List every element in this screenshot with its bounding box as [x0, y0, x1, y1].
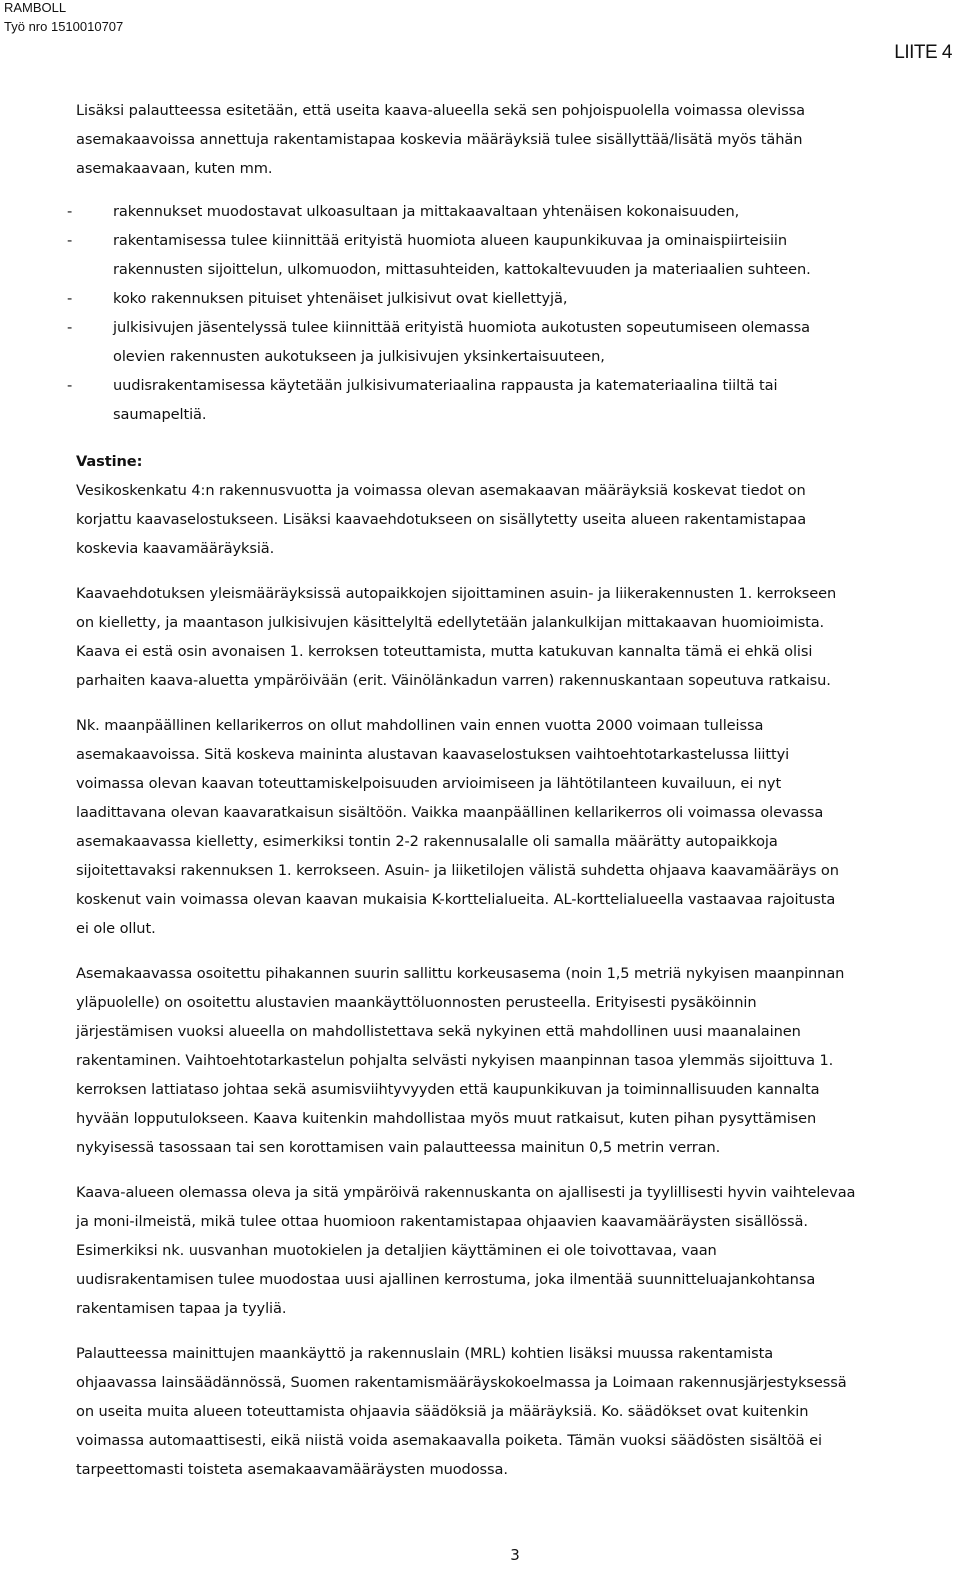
text-line: koko rakennuksen pituiset yhtenäiset julkisivut ovat kiellettyjä, — [113, 290, 568, 307]
work-number: Työ nro 1510010707 — [4, 19, 124, 34]
text-line: Vesikoskenkatu 4:n rakennusvuotta ja voimassa olevan asemakaavan määräyksiä koskevat tiedot on — [76, 482, 806, 499]
list-item — [67, 284, 956, 313]
text-line: Kaava ei estä osin avonaisen 1. kerroksen toteuttamista, mutta katukuvan kannalta tämä ei ehkä olisi — [76, 643, 813, 660]
text-line: Esimerkiksi nk. uusvanhan muotokielen ja detaljien käyttäminen ei ole toivottavaa, vaan — [76, 1242, 717, 1259]
text-line: laadittavana olevan kaavaratkaisun sisältöön. Vaikka maanpäällinen kellarikerros oli voimassa olevassa — [76, 804, 824, 821]
text-line: Palautteessa mainittujen maankäyttö ja rakennuslain (MRL) kohtien lisäksi muussa rakentamista — [76, 1345, 774, 1362]
text-line: korjattu kaavaselostukseen. Lisäksi kaavaehdotukseen on sisällytetty useita alueen rakentamistapaa — [76, 511, 807, 528]
text-line: asemakaavassa kielletty, esimerkiksi tontin 2-2 rakennusalalle oli samalla määrätty autopaikkoja — [76, 833, 778, 850]
text-line: saumapeltiä. — [113, 406, 207, 423]
text-line: koskenut vain voimassa olevan kaavan mukaisia K-korttelialueita. AL-korttelialueella vastaavaa rajoitusta — [76, 891, 836, 908]
text-line: rakentaminen. Vaihtoehtotarkastelun pohjalta selvästi nykyisen maanpinnan tasoa ylemmäs sijoittuva 1. — [76, 1052, 834, 1069]
dash-marker: - — [67, 319, 73, 336]
text-line: voimassa automaattisesti, eikä niistä voida asemakaavalla poiketa. Tämän vuoksi säädösten sisältöä ei — [76, 1432, 822, 1449]
text-line: rakentamisessa tulee kiinnittää erityistä huomiota alueen kaupunkikuvaa ja ominaispiirteisiin — [113, 232, 788, 249]
document-body — [67, 96, 956, 1484]
list-item — [67, 197, 956, 226]
text-line: on kielletty, ja maantason julkisivujen käsittelyltä edellytetään jalankulkijan mittakaavan huomioimista. — [76, 614, 825, 631]
dash-marker: - — [67, 203, 73, 220]
text-line: hyvään lopputulokseen. Kaava kuitenkin mahdollistaa myös muut ratkaisut, kuten pihan pysyttämisen — [76, 1110, 817, 1127]
list-item — [67, 313, 956, 371]
text-line: uudisrakentamisen tulee muodostaa uusi ajallinen kerrostuma, joka ilmentää suunnitteluajankohtansa — [76, 1271, 816, 1288]
dash-marker: - — [67, 232, 73, 249]
text-line: kerroksen lattiataso johtaa sekä asumisviihtyvyyden että kaupunkikuvan ja toiminnallisuuden kannalta — [76, 1081, 820, 1098]
text-line: Kaava-alueen olemassa oleva ja sitä ympäröivä rakennuskanta on ajallisesti ja tyylillisesti hyvin vaihtelevaa — [76, 1184, 856, 1201]
appendix-label: LIITE 4 — [894, 42, 952, 63]
text-line: rakennukset muodostavat ulkoasultaan ja mittakaavaltaan yhtenäisen kokonaisuuden, — [113, 203, 740, 220]
text-line: asemakaavoissa. Sitä koskeva maininta alustavan kaavaselostuksen vaihtoehtotarkastelussa liittyi — [76, 746, 790, 763]
text-line: sijoitettavaksi rakennuksen 1. kerrokseen. Asuin- ja liiketilojen välistä suhdetta ohjaava kaavamääräys on — [76, 862, 839, 879]
text-line: ohjaavassa lainsäädännössä, Suomen rakentamismääräyskokoelmassa ja Loimaan rakennusjärjestyksessä — [76, 1374, 847, 1391]
list-item — [67, 371, 956, 429]
text-line: nykyisessä tasossaan tai sen korottamisen vain palautteessa mainitun 0,5 metrin verran. — [76, 1139, 721, 1156]
text-line: ei ole ollut. — [76, 920, 156, 937]
list-item — [67, 226, 956, 284]
response-paragraph — [76, 959, 956, 1162]
response-paragraph — [76, 579, 956, 695]
text-line: Asemakaavassa osoitettu pihakannen suurin sallittu korkeusasema (noin 1,5 metriä nykyisen maanpinnan — [76, 965, 845, 982]
text-line: olevien rakennusten aukotukseen ja julkisivujen yksinkertaisuuteen, — [113, 348, 605, 365]
text-line: Lisäksi palautteessa esitetään, että useita kaava-alueella sekä sen pohjoispuolella voimassa olevissa — [76, 102, 805, 119]
text-line: julkisivujen jäsentelyssä tulee kiinnittää erityistä huomiota aukotusten sopeutumiseen olemassa — [113, 319, 811, 336]
text-line: koskevia kaavamääräyksiä. — [76, 540, 275, 557]
text-line: uudisrakentamisessa käytetään julkisivumateriaalina rappausta ja katemateriaalina tiiltä tai — [113, 377, 778, 394]
text-line: yläpuolelle) on osoitettu alustavien maankäyttöluonnosten perusteella. Erityisesti pysäköinnin — [76, 994, 757, 1011]
text-line: rakentamisen tapaa ja tyyliä. — [76, 1300, 287, 1317]
text-line: järjestämisen vuoksi alueella on mahdollistettava sekä nykyinen että mahdollinen uusi maanalainen — [76, 1023, 801, 1040]
text-line: parhaiten kaava-aluetta ympäröivään (erit. Väinölänkadun varren) rakennuskantaan sopeutuva ratkaisu. — [76, 672, 831, 689]
text-line: voimassa olevan kaavan toteuttamiskelpoisuuden arvioimiseen ja lähtötilanteen kuvailuun, ei nyt — [76, 775, 782, 792]
text-line: on useita muita alueen toteuttamista ohjaavia säädöksiä ja määräyksiä. Ko. säädökset ovat kuitenkin — [76, 1403, 809, 1420]
requirements-list — [67, 197, 956, 429]
text-line: tarpeettomasti toisteta asemakaavamääräysten muodossa. — [76, 1461, 508, 1478]
company-name: RAMBOLL — [4, 0, 67, 15]
text-line: ja moni-ilmeistä, mikä tulee ottaa huomioon rakentamistapaa ohjaavien kaavamääräysten sisällössä. — [76, 1213, 808, 1230]
response-paragraph — [76, 1339, 956, 1484]
page-number: 3 — [510, 1546, 520, 1564]
text-line: asemakaavoissa annettuja rakentamistapaa koskevia määräyksiä tulee sisällyttää/lisätä myös tähän — [76, 131, 803, 148]
dash-marker: - — [67, 377, 73, 394]
response-paragraph — [76, 711, 956, 943]
response-paragraph — [76, 1178, 956, 1323]
dash-marker: - — [67, 290, 73, 307]
response-heading: Vastine: — [76, 453, 143, 470]
text-line: asemakaavaan, kuten mm. — [76, 160, 273, 177]
text-line: rakennusten sijoittelun, ulkomuodon, mittasuhteiden, kattokaltevuuden ja materiaalien suhteen. — [113, 261, 811, 278]
text-line: Kaavaehdotuksen yleismääräyksissä autopaikkojen sijoittaminen asuin- ja liikerakennusten 1. kerrokseen — [76, 585, 837, 602]
response-paragraph — [76, 476, 956, 563]
intro-paragraph — [76, 96, 956, 183]
text-line: Nk. maanpäällinen kellarikerros on ollut mahdollinen vain ennen vuotta 2000 voimaan tulleissa — [76, 717, 764, 734]
